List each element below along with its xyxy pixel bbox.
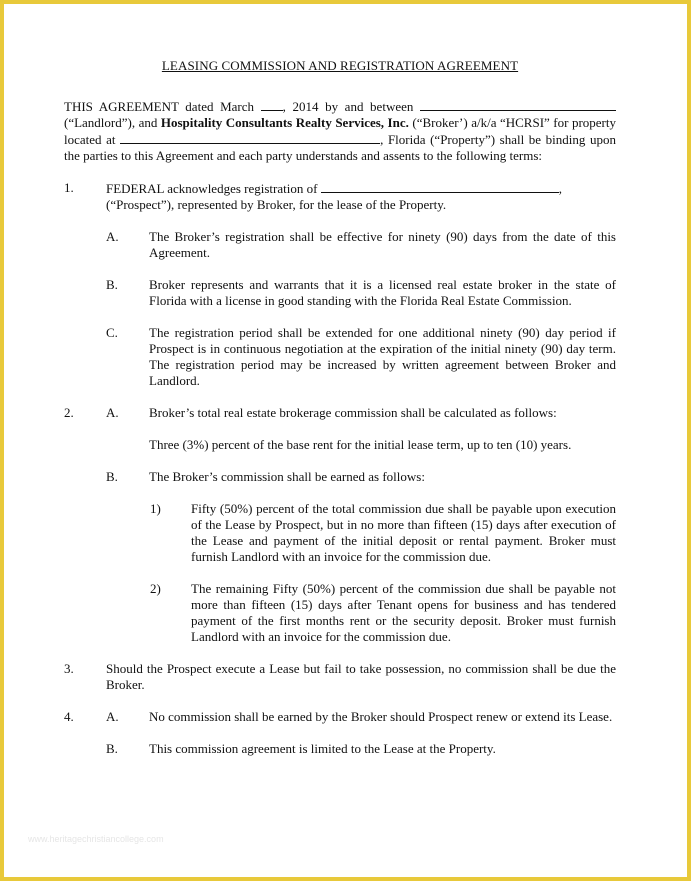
section-4a: [64, 709, 616, 725]
section-4b-label: B.: [106, 741, 118, 756]
section-1b: [64, 277, 616, 309]
section-4b-text: This commission agreement is limited to the Lease at the Property.: [149, 741, 496, 756]
section-4b: [64, 741, 616, 757]
watermark-text: www.heritagechristiancollege.com: [28, 834, 164, 844]
section-4a-text: No commission shall be earned by the Broker should Prospect renew or extend its Lease.: [149, 709, 613, 724]
section-3-text: Should the Prospect execute a Lease but fail to take possession, no commission shall be due the Broker.: [106, 661, 616, 692]
intro-text-4: (“Broker’) a/k/a “HCRSI” for property located at: [64, 115, 616, 147]
section-1a-text: The Broker’s registration shall be effective for ninety (90) days from the date of this Agreement.: [149, 229, 616, 260]
agreement-page: [64, 58, 616, 773]
section-1-text: [106, 180, 616, 213]
section-1-text-b: , (“Prospect”), represented by Broker, for the lease of the Property.: [106, 181, 562, 212]
section-1-text-a: FEDERAL acknowledges registration of: [106, 181, 321, 196]
prospect-name-blank: [321, 180, 559, 193]
item-2-label: 2): [150, 581, 161, 596]
intro-text-5: , Florida (“Property”) shall be binding upon the parties to this Agreement and each party understands and assents to the following terms:: [64, 132, 616, 163]
section-2a: [64, 405, 616, 421]
item-1-text: Fifty (50%) percent of the total commission due shall be payable upon execution of the Lease by Prospect, but in no more than fifteen (15) days after execution of the Lease and payment of the initial deposit or rental payment. Broker must furnish Landlord with an invoice for the commission due.: [191, 501, 616, 564]
section-2b-label: B.: [106, 469, 118, 484]
item-2-text: The remaining Fifty (50%) percent of the commission due shall be payable not more than fifteen (15) days after Tenant opens for business and has tendered payment of the first months rent or the security deposit. Broker must furnish Landlord with an invoice for the commission due.: [191, 581, 616, 644]
section-1a: [64, 229, 616, 261]
section-1c: [64, 325, 616, 389]
section-1c-label: C.: [106, 325, 118, 340]
section-3-number: 3.: [64, 661, 74, 676]
item-1-label: 1): [150, 501, 161, 516]
section-2b-text: The Broker’s commission shall be earned as follows:: [149, 469, 425, 484]
document-title: LEASING COMMISSION AND REGISTRATION AGREEMENT: [161, 58, 519, 73]
date-blank: [261, 98, 283, 111]
section-3: [64, 661, 616, 693]
intro-text-1: THIS AGREEMENT dated March: [64, 99, 261, 114]
section-1b-text: Broker represents and warrants that it is a licensed real estate broker in the state of Florida with a license in good standing with the Florida Real Estate Commission.: [149, 277, 616, 308]
section-1c-text: The registration period shall be extended for one additional ninety (90) day period if Prospect is in continuous negotiation at the expiration of the initial ninety (90) day term. The registration period may be increased by written agreement between Broker and Landlord.: [149, 325, 616, 388]
section-2-number: 2.: [64, 405, 74, 420]
intro-text-2: , 2014 by and between: [282, 99, 420, 114]
section-1-number: 1.: [64, 180, 74, 195]
section-1: [64, 180, 616, 213]
property-address-blank: [120, 131, 380, 144]
section-1b-label: B.: [106, 277, 118, 292]
landlord-name-blank: [420, 98, 616, 111]
section-2a-text: Broker’s total real estate brokerage commission shall be calculated as follows:: [149, 405, 557, 420]
section-2b-item-1: [64, 501, 616, 565]
section-2b: [64, 469, 616, 485]
section-2a-label: A.: [106, 405, 119, 420]
intro-paragraph: [64, 98, 616, 164]
section-4-number: 4.: [64, 709, 74, 724]
commission-rate-text: Three (3%) percent of the base rent for the initial lease term, up to ten (10) years.: [149, 437, 572, 452]
broker-company-name: Hospitality Consultants Realty Services, Inc.: [160, 115, 409, 130]
section-4a-label: A.: [106, 709, 119, 724]
intro-text-3: (“Landlord”), and: [64, 115, 161, 130]
section-1a-label: A.: [106, 229, 119, 244]
section-2a-rate: [64, 437, 616, 453]
section-2b-item-2: [64, 581, 616, 645]
